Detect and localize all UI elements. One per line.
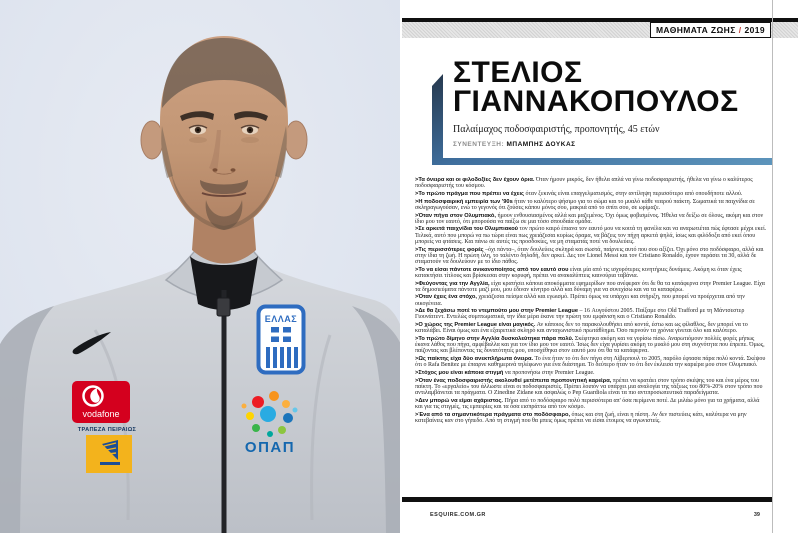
byline-name: ΜΠΑΜΠΗΣ ΔΟΥΚΑΣ (506, 141, 576, 148)
paragraph-lead: Ο χώρος της Premier League είναι μαγικός. (418, 322, 536, 329)
hellas-crest (259, 307, 304, 373)
article-paragraph (415, 267, 767, 279)
paragraph-lead: Όταν έχεις ένα στόχο, (418, 294, 477, 301)
bullet: > (415, 177, 419, 183)
section-banner (650, 22, 771, 38)
paragraph-lead: Όταν ένας ποδοσφαιριστής ακολουθεί μετέπειτα προπονητική καριέρα, (418, 377, 612, 384)
paragraph-lead: Σε αρκετά παιχνίδια του Ολυμπιακού (418, 226, 518, 233)
paragraph-lead: Φεύγοντας για την Αγγλία, (418, 280, 490, 287)
piraeus-label: ΤΡΑΠΕΖΑ ΠΕΙΡΑΙΩΣ (77, 427, 137, 433)
article-paragraph (415, 213, 767, 225)
bullet: > (415, 266, 419, 273)
bullet: > (415, 370, 419, 377)
article-paragraph (415, 322, 767, 334)
paragraph-text: ήταν το καλύτερο ψήσιμο για το σώμα και το μυαλό κάθε νεαρού παίκτη. Σωματικά τα παιχνίδια σε σκληραγωγούσαν, ενώ το γεγονός ότι ζούσες κάπου μόνος σου, μακριά από το σπίτι σου, σε ωρίμαζε. (415, 198, 755, 211)
bullet: > (415, 226, 419, 233)
paragraph-text: –όχι πάντα–, όταν δουλεύεις σκληρά και σωστά, παίρνεις αυτό που σου αξίζει. Όχι μόνο στο ποδόσφαιρο, αλλά και στην ίδια τη ζωή. Η πρώτη ύλη, το ταλέντο δηλαδή, δεν αρκεί. Δες τον Lionel Messi και τον Cristiano Ronaldo, έχουν περάσει τα 30, αλλά δε σταματούν να δουλεύουν με το ίδιο πάθος. (415, 246, 764, 265)
bullet: > (415, 377, 419, 384)
paragraph-lead: Το πρώτο πράγμα που πρέπει να έχεις (418, 190, 525, 197)
article-paragraph (415, 281, 767, 293)
vodafone-patch (72, 381, 130, 423)
bullet: > (415, 336, 419, 343)
article-paragraph (415, 191, 767, 197)
paragraph-text: ήμουν ενθουσιασμένος αλλά και μαζεμένος. Όχι όμως φοβισμένος. Ήθελα να δείξω σε όλους, ακόμη και στον ίδιο μου τον εαυτό, ότι μπορούσα να παίξω σε μια τόσο σπουδαία ομάδα. (415, 212, 764, 225)
article-paragraph (415, 398, 767, 410)
page-number: 39 (753, 512, 760, 518)
paragraph-lead: Το να είσαι πάντοτε ανικανοποίητος από τον εαυτό σου (418, 266, 569, 273)
bullet: > (415, 308, 419, 315)
article-paragraph (415, 308, 767, 320)
paragraph-text: Αν κάποιος δεν το παρακολουθήσει από κοντά, έστω και ως φίλαθλος, δεν μπορεί να το καταλάβει. Είναι όμως και ένα εξαιρετικά σκληρό και ανταγωνιστικό πρωτάθλημα. Όσο περνούν τα χρόνια γίνεται όλο και καλύτερο. (415, 322, 748, 335)
paragraph-lead: Ως παίκτης είχα δύο ανεκπλήρωτα όνειρα. (418, 356, 534, 363)
page-edge-line (772, 0, 773, 533)
article-paragraph (415, 177, 767, 189)
paragraph-text: Σκέφτηκα ακόμη και να γυρίσω πίσω. Αναρωτιόμουν πολλές φορές μήπως έκανα λάθος που πήγα, αμφέβαλλα και για τον ίδιο μου τον εαυτό. Ίσως δεν είχα γυρίσει ακόμη το μυαλό μου στη συχνότητα που έπρεπε. Όμως, παίζοντας και βλέποντας τις δυνατότητές μου, υποσχέθηκα στον εαυτό μου ότι θα τα κατάφερνα. (415, 336, 765, 355)
article-body (415, 177, 767, 426)
bullet: > (415, 411, 419, 418)
paragraph-text: χρειάζεσαι πείσμα αλλά και εγωισμό. Πρέπει όμως να υπάρχει και στήριξη, που μπορεί να προέρχεται από την οικογένεια. (415, 294, 745, 307)
paragraph-lead: Στόχος μου είναι κάποια στιγμή (418, 370, 504, 377)
hellas-label: ΕΛΛΑΣ (264, 314, 298, 324)
vodafone-label: vodafone (82, 409, 120, 419)
bullet: > (415, 198, 419, 205)
section-slash: / (738, 25, 742, 35)
bullet: > (415, 246, 419, 253)
article-paragraph (415, 226, 767, 244)
paragraph-text: είναι μία από τις ισχυρότερες κινητήριες δυνάμεις. Ακόμη κι όταν έχεις κατακτήσει τίτλους και βρίσκεσαι στην κορυφή, πρέπει να ανακαλύπτεις καινούρια ταβάνια. (415, 266, 742, 279)
paragraph-text: όπως και στη ζωή, είναι η πίστη. Αν δεν πιστεύεις κάτι, καλύτερα να μην κατεβαίνεις καν στο γήπεδο. Από τη στιγμή που θα μπεις όμως πρέπει να είσαι έτοιμος να αγωνιστείς. (415, 411, 747, 424)
paragraph-text: τον πρώτο καιρό έπιανα τον εαυτό μου να κοιτά τη φανέλα και να αναρωτιέται πώς έφτασε μέχρι εκεί. Τελικά, αυτό που μπορώ να πω τώρα είναι πως χρειάζεσαι κυρίως όραμα, να βάζεις τον πήχη αρκετά ψηλά, ίσως και φιλόδοξα από εκεί όπου μπορείς να φτάσεις. Και πάνω σε αυτές τις προσδοκίες, να μη σταματάς ποτέ να δουλεύεις. (415, 226, 767, 245)
page-title (453, 58, 739, 116)
right-ear (285, 121, 307, 159)
bullet: > (415, 294, 419, 301)
footer-rule (402, 497, 772, 502)
bullet: > (415, 356, 419, 363)
paragraph-text: πρέπει να κρατάει στον τρόπο σκέψης του και ένα μέρος του παίκτη. Το «εργαλείο» του άλλωστε είναι οι ποδοσφαιριστές. Πρέπει λοιπόν να υπάρχει μια αναλογία της τάξεως του 80%-20% στον τρόπο που αντιλαμβάνεται τα πράγματα. Ο Zinedine Zidane και ασφαλώς ο Pep Guardiola είναι τα πιο αντιπροσωπευτικά παραδείγματα. (415, 377, 763, 397)
paragraph-lead: Τις περισσότερες φορές (418, 246, 484, 253)
paragraph-text: Πήρα από το ποδόσφαιρο πολύ περισσότερα απ' όσα περίμενα ποτέ. Δε μιλάω μόνο για τα χρήματα, αλλά και για τις στιγμές, τις εμπειρίες και τα όσα εισπράττω από τον κόσμο. (415, 397, 760, 411)
article-paragraph (415, 412, 767, 424)
bullet: > (415, 280, 419, 287)
paragraph-text: Το ένα ήταν το ότι δεν πήγα στη Λίβερπουλ το 2005, παρόλο έφτασα πάρα πολύ κοντά. Σκέψου ότι ο Rafa Benitez με έπαιρνε καθημερινά τηλέφωνο για ένα διάστημα. Το δεύτερο ήταν το ότι δεν έκλεισα την καριέρα μου στον Ολυμπιακό. (415, 356, 766, 369)
paragraph-lead: Τα όνειρα και οι φιλοδοξίες δεν έχουν όρια. (418, 177, 535, 183)
article-paragraph (415, 356, 767, 368)
paragraph-lead: Ένα από τα σημαντικότερα πράγματα στο ποδόσφαιρο, (418, 411, 571, 418)
paragraph-text: να προπονήσω στην Premier League. (504, 370, 595, 377)
zipper-pull (217, 298, 230, 316)
paragraph-lead: Όταν πήγα στον Ολυμπιακό, (418, 212, 496, 219)
section-title: ΜΑΘΗΜΑΤΑ ΖΩΗΣ (655, 25, 736, 35)
paragraph-lead: Η ποδοσφαιρική εμπειρία των '90s (418, 198, 513, 205)
paragraph-lead: Δεν μπορώ να είμαι αχάριστος. (418, 397, 504, 404)
bullet: > (415, 212, 419, 219)
section-year: 2019 (744, 25, 765, 35)
article-paragraph (415, 247, 767, 265)
opap-label: ΟΠΑΠ (244, 439, 296, 456)
zipper (222, 290, 227, 533)
paragraph-text: – 16 Αυγούστου 2005. Παίξαμε στο Old Trafford με τη Μάντσεστερ Γιουνάιτεντ. Εντελώς συμπτωματικά, την ίδια μέρα έκανε την πρώτη του εμφάνιση και ο Cristiano Ronaldo. (415, 308, 745, 321)
article-paragraph (415, 370, 767, 376)
bullet: > (415, 397, 419, 404)
paragraph-text: είχα κρατήσει κάποια αποκόμματα εφημερίδων που ανέφεραν ότι δε θα τα κατάφερνα στην Premier League. Είχα τα δημοσιεύματα πάντοτε μαζί μου, μου έδιναν κίνητρο αλλά και δύναμη για να συνεχίσω και να τα καταφέρω. (415, 280, 765, 293)
byline (453, 141, 576, 148)
paragraph-lead: Το πρώτο δίμηνο στην Αγγλία δυσκολεύτηκα πάρα πολύ. (418, 336, 574, 343)
byline-label: ΣΥΝΕΝΤΕΥΞΗ: (453, 141, 505, 148)
paragraph-lead: Δε θα ξεχάσω ποτέ το ντεμπούτο μου στην Premier League (418, 308, 579, 315)
bullet: > (415, 190, 419, 197)
footer-site: ESQUIRE.COM.GR (430, 512, 486, 518)
subtitle: Παλαίμαχος ποδοσφαιριστής, προπονητής, 45 ετών (453, 124, 660, 135)
article-paragraph (415, 294, 767, 306)
article-paragraph (415, 378, 767, 396)
paragraph-text: όταν ξεκινάς είναι επαγγελματισμός, στην αντίληψη περισσότερο από οπουδήποτε αλλού. (525, 190, 743, 197)
article-page (400, 0, 800, 533)
left-ear (141, 121, 163, 159)
page-title-line2: ΓΙΑΝΝΑΚΟΠΟΥΛΟΣ (453, 85, 739, 118)
article-paragraph (415, 199, 767, 211)
bullet: > (415, 322, 419, 329)
page-title-line1: ΣΤΕΛΙΟΣ (453, 56, 583, 89)
article-paragraph (415, 336, 767, 354)
paragraph-text: Όταν ήμουν μικρός, δεν ήθελα απλά να γίνω ποδοσφαιριστής, ήθελα να γίνω ο καλύτερος ποδοσφαιριστής του κόσμου. (415, 177, 753, 190)
